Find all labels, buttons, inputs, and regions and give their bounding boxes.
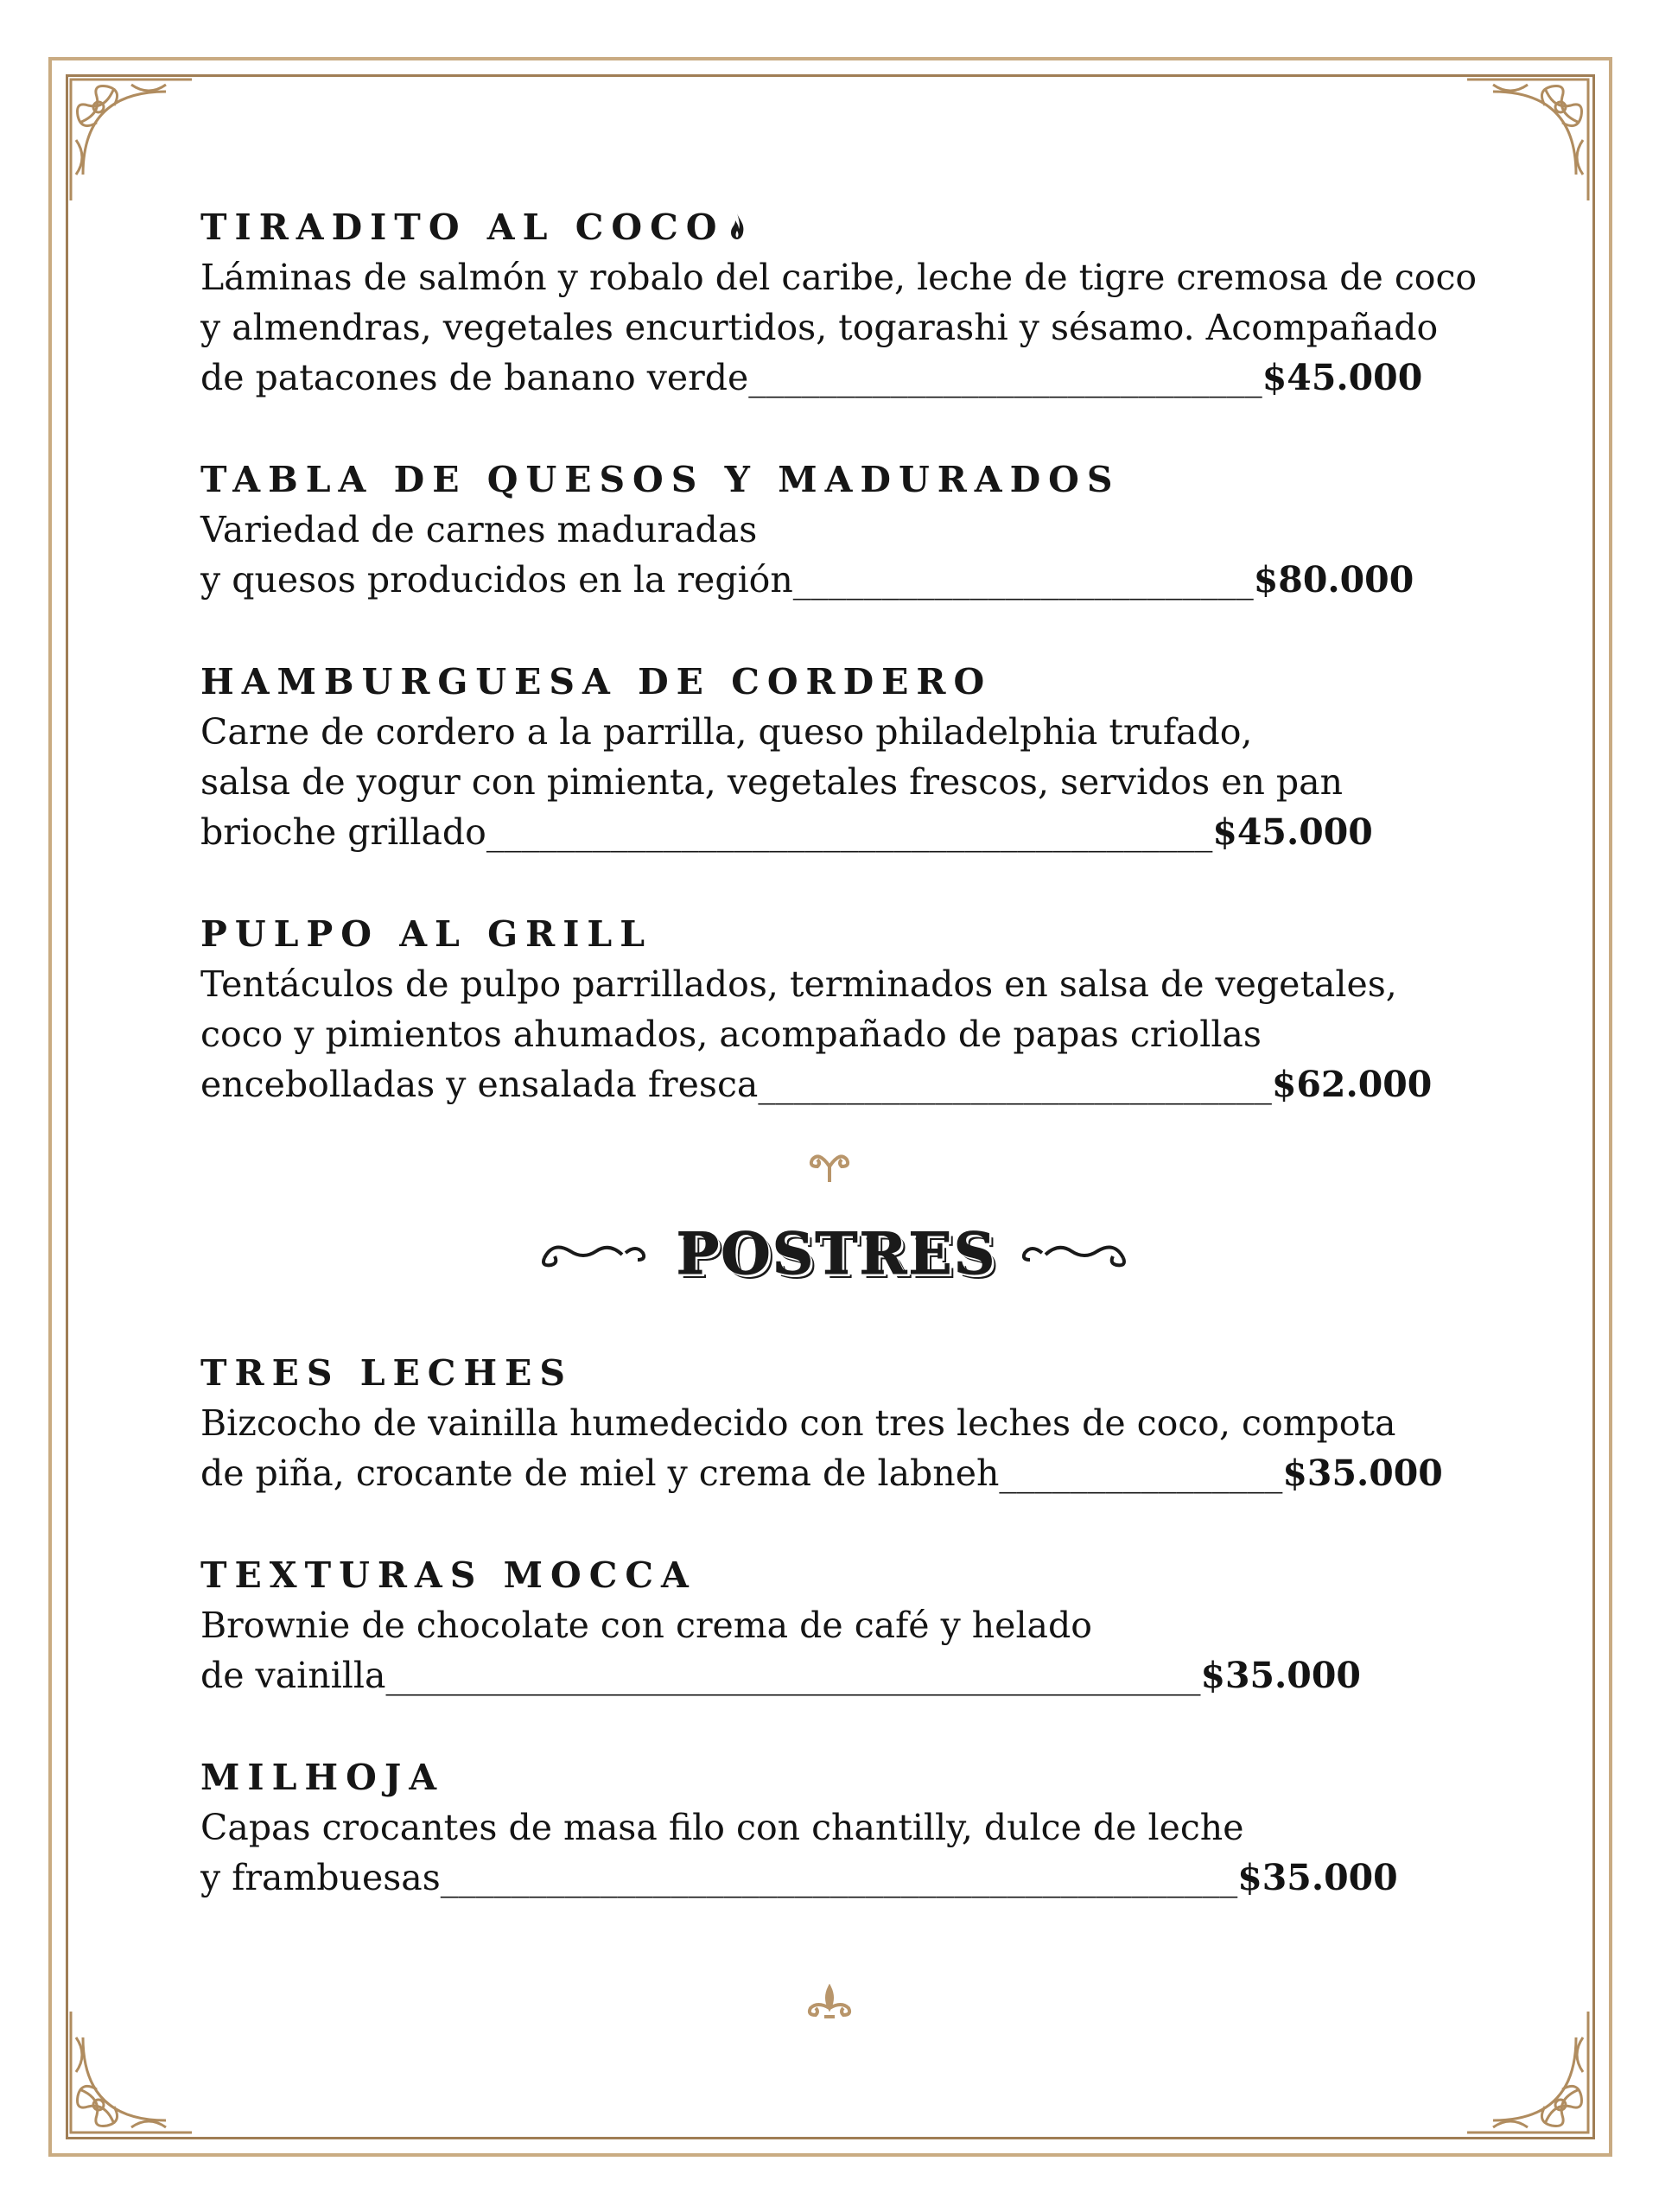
item-description-line: Capas crocantes de masa filo con chantilly, dulce de leche xyxy=(200,1807,1244,1848)
scroll-flourish-left-icon xyxy=(536,1232,657,1275)
item-price: $80.000 xyxy=(1253,559,1414,601)
item-price: $35.000 xyxy=(1282,1452,1443,1494)
item-description-line: Tentáculos de pulpo parrillados, terminados en salsa de vegetales, xyxy=(200,963,1397,1005)
fleuron-icon xyxy=(807,1147,852,1185)
item-price: $35.000 xyxy=(1200,1655,1361,1696)
item-price: $62.000 xyxy=(1271,1064,1433,1105)
corner-flourish-icon xyxy=(1450,1994,1605,2150)
item-description-line: coco y pimientos ahumados, acompañado de papas criollas xyxy=(200,1014,1262,1055)
item-description-line: de piña, crocante de miel y crema de labneh________________ xyxy=(200,1452,1283,1494)
item-description-line: Láminas de salmón y robalo del caribe, leche de tigre cremosa de coco xyxy=(200,257,1478,298)
item-description-line: y frambuesas_____________________________________________ xyxy=(200,1857,1238,1898)
item-name: TIRADITO AL COCO xyxy=(200,207,725,248)
item-description-line: Brownie de chocolate con crema de café y helado xyxy=(200,1605,1092,1646)
item-description-line: y quesos producidos en la región__________________________ xyxy=(200,559,1254,601)
item-description-line: de vainilla______________________________________________ xyxy=(200,1655,1201,1696)
item-description-line: Carne de cordero a la parrilla, queso philadelphia trufado, xyxy=(200,711,1253,753)
item-name: HAMBURGUESA DE CORDERO xyxy=(200,661,993,702)
menu-item xyxy=(200,202,1479,403)
menu-item xyxy=(200,1752,1479,1903)
item-description-line: Variedad de carnes maduradas xyxy=(200,509,758,550)
menu-item xyxy=(200,1550,1479,1700)
corner-flourish-icon xyxy=(54,1994,209,2150)
fleuron-icon xyxy=(804,1984,855,2022)
item-name: TRES LECHES xyxy=(200,1352,574,1394)
section-title: POSTRES xyxy=(676,1220,997,1287)
item-description-line: encebolladas y ensalada fresca_____________________________ xyxy=(200,1064,1272,1105)
item-description-line: salsa de yogur con pimienta, vegetales frescos, servidos en pan xyxy=(200,761,1343,803)
item-description-line: brioche grillado_________________________________________ xyxy=(200,811,1213,853)
scroll-flourish-right-icon xyxy=(1011,1232,1132,1275)
section-heading xyxy=(536,1217,1132,1291)
menu-item xyxy=(200,909,1479,1109)
item-name: TEXTURAS MOCCA xyxy=(200,1554,696,1596)
item-description-line: y almendras, vegetales encurtidos, togarashi y sésamo. Acompañado xyxy=(200,307,1439,348)
menu-item xyxy=(200,657,1479,857)
item-name: PULPO AL GRILL xyxy=(200,913,653,955)
item-description-line: Bizcocho de vainilla humedecido con tres leches de coco, compota xyxy=(200,1402,1396,1444)
menu-item xyxy=(200,1348,1479,1498)
menu-item xyxy=(200,454,1479,605)
corner-flourish-icon xyxy=(1450,62,1605,218)
corner-flourish-icon xyxy=(54,62,209,218)
item-name: MILHOJA xyxy=(200,1757,445,1798)
flame-icon xyxy=(728,204,747,233)
item-price: $45.000 xyxy=(1262,357,1423,398)
item-description-line: de patacones de banano verde_____________________________ xyxy=(200,357,1262,398)
item-name: TABLA DE QUESOS Y MADURADOS xyxy=(200,459,1121,500)
item-price: $35.000 xyxy=(1237,1857,1398,1898)
item-price: $45.000 xyxy=(1212,811,1373,853)
